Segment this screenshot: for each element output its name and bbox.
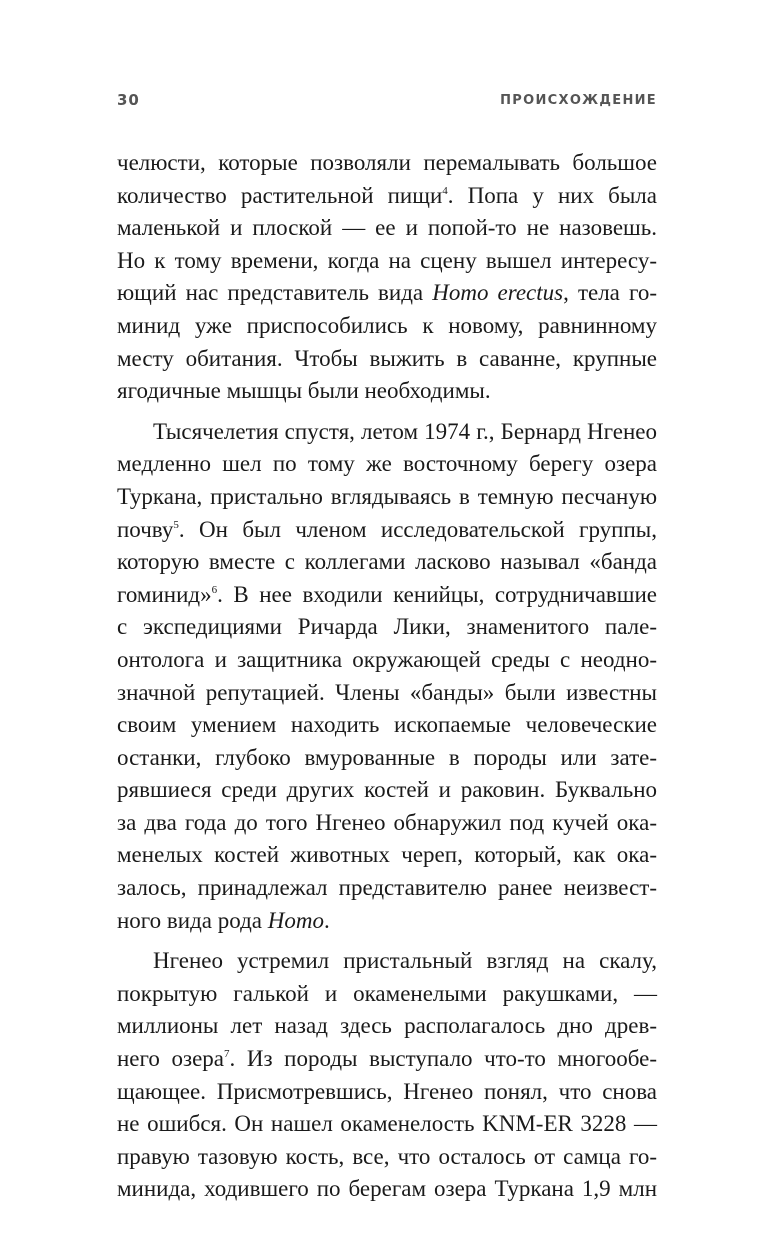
text-line: значной репутацией. Члены «банды» были известны [117, 679, 657, 705]
text-line: количество растительной пищи$^4$. Попа у них была [117, 182, 657, 208]
text-line: онтолога и защитника окружающей среды с неодно- [117, 646, 657, 672]
text-line: минида, ходившего по берегам озера Туркана 1,9 млн [117, 1176, 657, 1202]
paragraph-3 [117, 945, 657, 1206]
text-line: которую вместе с коллегами ласково называл «банда [117, 549, 657, 575]
text-line: своим умением находить ископаемые человеческие [117, 712, 657, 738]
paragraph-1 [117, 147, 657, 408]
text-line: залось, принадлежал представителю ранее неизвест- [117, 875, 657, 901]
text-line: менелых костей животных череп, который, как ока- [117, 842, 657, 868]
chapter-title: ПРОИСХОЖДЕНИЕ [500, 93, 657, 108]
text-line: ющий нас представитель вида Homo erectus, тела го- [117, 280, 657, 306]
text-line: минид уже приспособились к новому, равнинному [117, 312, 657, 338]
text-line: Но к тому времени, когда на сцену вышел интересу- [117, 247, 657, 273]
text-line: Нгенео устремил пристальный взгляд на скалу, [153, 948, 657, 974]
text-line: маленькой и плоской — ее и попой-то не назовешь. [117, 215, 657, 241]
text-line: покрытую галькой и окаменелыми ракушками, — [117, 980, 657, 1006]
text-line: почву$^5$. Он был членом исследовательской группы, [117, 516, 657, 542]
text-line: не ошибся. Он нашел окаменелость KNM-ER 3228 — [117, 1111, 657, 1137]
paragraph-2 [117, 416, 657, 938]
body-text [117, 147, 657, 1206]
running-head [117, 91, 657, 115]
text-line: останки, глубоко вмурованные в породы или зате- [117, 744, 657, 770]
footnote-ref: 4 [442, 184, 448, 197]
text-line: с экспедициями Ричарда Лики, знаменитого пале- [117, 614, 657, 640]
footnote-ref: 7 [224, 1048, 230, 1061]
text-line: него озера$^7$. Из породы выступало что-то многообе- [117, 1046, 657, 1072]
footnote-ref: 6 [211, 583, 218, 596]
text-line: Тысячелетия спустя, летом 1974 г., Бернард Нгенео [153, 418, 657, 444]
text-line: ягодичные мышцы были необходимы. [117, 378, 491, 404]
text-line: гоминид»$^6$. В нее входили кенийцы, сотрудничавшие [117, 581, 657, 607]
text-line: медленно шел по тому же восточному берегу озера [117, 451, 657, 477]
text-line: правую тазовую кость, все, что осталось от самца го- [117, 1143, 657, 1169]
text-line: челюсти, которые позволяли перемалывать большое [117, 150, 657, 175]
text-line: Туркана, пристально вглядываясь в темную песчаную [117, 483, 657, 509]
genus-name: Homo [267, 907, 324, 933]
text-line: за два года до того Нгенео обнаружил под кучей ока- [117, 809, 657, 835]
page-number: 30 [117, 91, 140, 109]
text-line: ного вида рода Homo. [117, 907, 330, 933]
footnote-ref: 5 [173, 518, 179, 531]
text-line: щающее. Присмотревшись, Нгенео понял, что снова [117, 1078, 657, 1104]
text-line: месту обитания. Чтобы выжить в саванне, крупные [117, 345, 657, 371]
species-name: Homo erectus [432, 280, 564, 306]
text-line: миллионы лет назад здесь располагалось дно древ- [117, 1013, 657, 1039]
text-line: рявшиеся среди других костей и раковин. Буквально [117, 777, 657, 803]
